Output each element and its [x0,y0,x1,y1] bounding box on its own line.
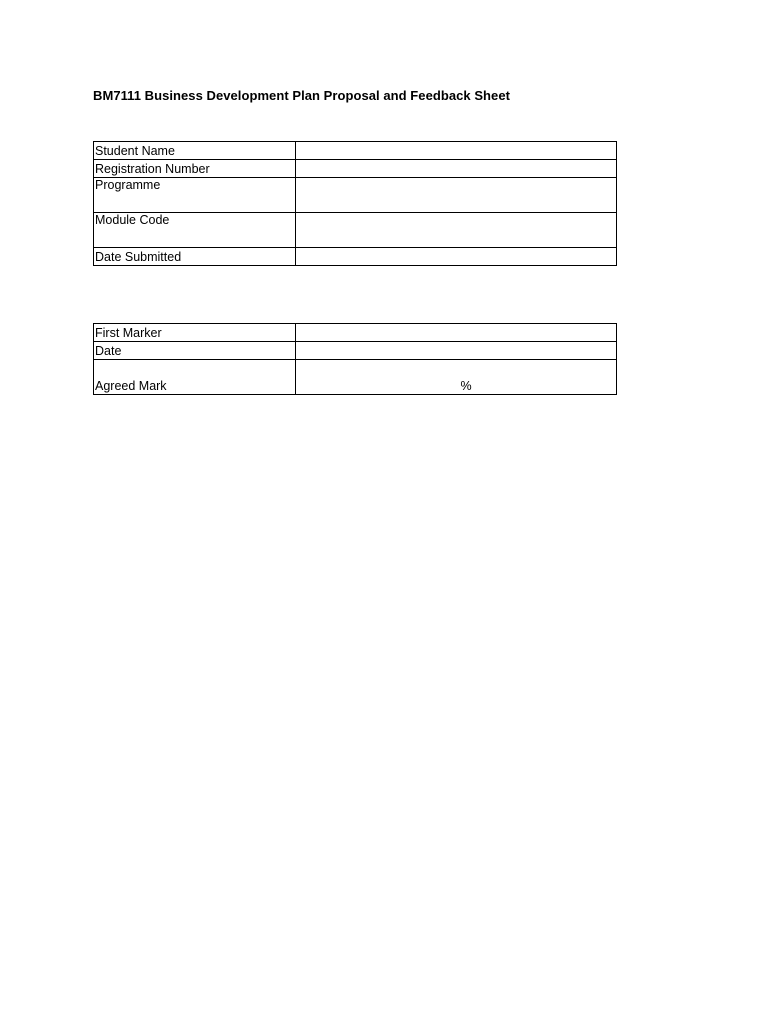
table-row [94,360,617,395]
date-submitted-field[interactable] [296,248,617,266]
table-row [94,160,617,178]
percent-unit: % [460,379,472,393]
table-row [94,324,617,342]
table-row [94,178,617,213]
marker-date-field[interactable] [296,342,617,360]
module-code-label: Module Code [94,213,296,248]
first-marker-label: First Marker [94,324,296,342]
marking-details-table [93,323,617,395]
student-name-field[interactable] [296,142,617,160]
date-submitted-label: Date Submitted [94,248,296,266]
first-marker-field[interactable] [296,324,617,342]
registration-number-field[interactable] [296,160,617,178]
agreed-mark-label: Agreed Mark [94,360,296,395]
programme-field[interactable] [296,178,617,213]
table-row [94,213,617,248]
registration-number-label: Registration Number [94,160,296,178]
student-details-table [93,141,617,266]
table-row [94,248,617,266]
table-row [94,342,617,360]
sheet-title: BM7111 Business Development Plan Proposal and Feedback Sheet [93,88,510,103]
module-code-field[interactable] [296,213,617,248]
marker-date-label: Date [94,342,296,360]
agreed-mark-field[interactable] [296,360,617,395]
programme-label: Programme [94,178,296,213]
table-row [94,142,617,160]
student-name-label: Student Name [94,142,296,160]
